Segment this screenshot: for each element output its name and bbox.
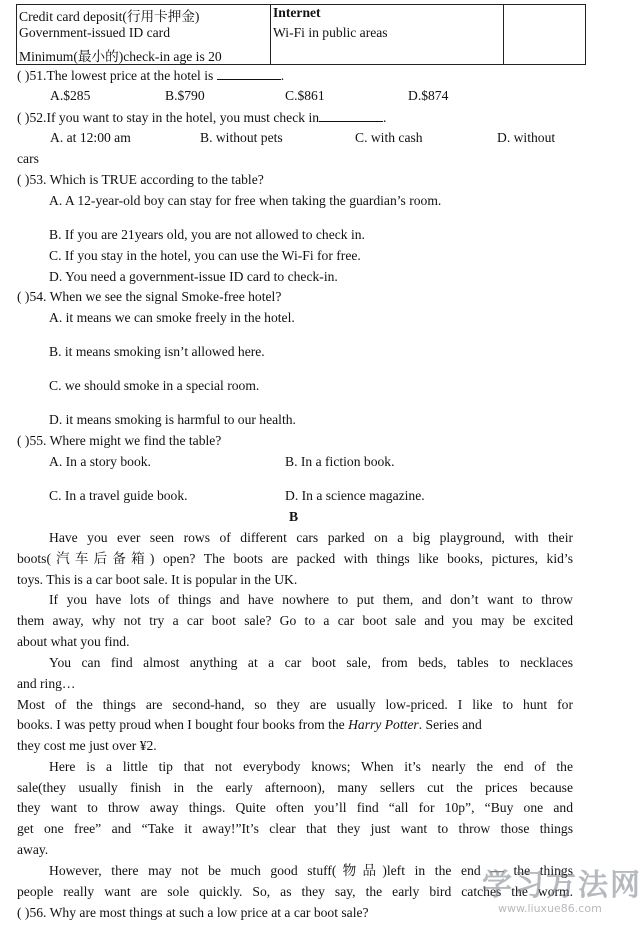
question-51 <box>17 67 284 84</box>
q51-option-c: C.$861 <box>285 88 325 103</box>
passage-line: about what you find. <box>17 634 130 649</box>
passage-line: them away, why not try a car boot sale? Go to a car boot sale and you may be excited <box>17 613 573 628</box>
q51-stem-end: . <box>280 68 285 83</box>
watermark-url: www.liuxue86.com <box>498 902 602 915</box>
q52-option-c: C. with cash <box>355 130 423 145</box>
table-right-cell <box>504 5 585 64</box>
question-55: ( )55. Where might we find the table? <box>17 433 222 448</box>
passage-line: You can find almost anything at a car boot sale, from beds, tables to necklaces <box>49 655 573 670</box>
q52-option-a: A. at 12:00 am <box>50 130 131 145</box>
passage-line: and ring… <box>17 676 76 691</box>
q55-option-b: B. In a fiction book. <box>285 454 395 469</box>
answer-blank <box>217 67 281 80</box>
q54-option-d: D. it means smoking is harmful to our health. <box>49 412 296 427</box>
watermark-brand: 学习方法网 <box>482 868 642 903</box>
answer-blank <box>319 109 383 122</box>
passage-line: they cost me just over ¥2. <box>17 738 157 753</box>
q55-option-a: A. In a story book. <box>49 454 151 469</box>
hotel-info-table <box>16 4 586 65</box>
section-b-heading: B <box>289 509 299 524</box>
passage-text: . Series and <box>418 717 482 732</box>
q52-stem-end: . <box>383 110 387 125</box>
q51-option-d: D.$874 <box>408 88 449 103</box>
q55-option-c: C. In a travel guide book. <box>49 488 188 503</box>
table-internet-title: Internet <box>273 5 321 20</box>
passage-line: boots(汽车后备箱) open? The boots are packed with things like books, pictures, kid’s <box>17 551 573 566</box>
passage-line: Have you ever seen rows of different cars parked on a big playground, with their <box>49 530 573 545</box>
table-line-age: Minimum(最小的)check-in age is 20 <box>19 49 222 64</box>
q55-option-d: D. In a science magazine. <box>285 488 425 503</box>
question-56: ( )56. Why are most things at such a low price at a car boot sale? <box>17 905 369 920</box>
passage-line: get one free” and “Take it away!”It’s clear that they just want to throw those things <box>17 821 573 836</box>
passage-line: Most of the things are second-hand, so they are usually low-priced. I like to hunt for <box>17 697 573 712</box>
passage-line: people really want are sole quickly. So, as they say, the early bird catches the worm. <box>17 884 573 899</box>
passage-line: Here is a little tip that not everybody knows; When it’s nearly the end of the <box>49 759 573 774</box>
question-52 <box>17 109 386 126</box>
q54-option-c: C. we should smoke in a special room. <box>49 378 260 393</box>
q53-option-a: A. A 12-year-old boy can stay for free when taking the guardian’s room. <box>49 193 442 208</box>
q53-option-b: B. If you are 21years old, you are not allowed to check in. <box>49 227 365 242</box>
passage-line: toys. This is a car boot sale. It is popular in the UK. <box>17 572 298 587</box>
passage-line: away. <box>17 842 49 857</box>
question-54: ( )54. When we see the signal Smoke-free hotel? <box>17 289 282 304</box>
table-line-id: Government-issued ID card <box>19 25 170 40</box>
q53-option-d: D. You need a government-issue ID card to check-in. <box>49 269 338 284</box>
q52-option-b: B. without pets <box>200 130 283 145</box>
passage-line: sale(they usually finish in the early afternoon), many sellers cut the prices because <box>17 780 573 795</box>
q52-option-d: D. without <box>497 130 556 145</box>
table-internet-text: Wi-Fi in public areas <box>273 25 388 40</box>
question-53: ( )53. Which is TRUE according to the table? <box>17 172 264 187</box>
q52-stem: ( )52.If you want to stay in the hotel, you must check in <box>17 110 320 125</box>
q52-option-d-continued: cars <box>17 151 39 166</box>
passage-text: books. I was petty proud when I bought four books from the <box>17 717 349 732</box>
q54-option-a: A. it means we can smoke freely in the hotel. <box>49 310 295 325</box>
passage-line-with-title <box>17 717 482 733</box>
table-middle-cell <box>271 5 504 64</box>
passage-line: they want to throw away things. Quite often you’ll find “all for 10p”, “Buy one and <box>17 800 573 815</box>
passage-line: However, there may not be much good stuff(物品)left in the end — the things <box>49 863 573 878</box>
q54-option-b: B. it means smoking isn’t allowed here. <box>49 344 265 359</box>
watermark-logo <box>470 860 642 922</box>
table-left-cell <box>17 5 271 64</box>
q51-stem: ( )51.The lowest price at the hotel is <box>17 68 217 83</box>
q51-option-b: B.$790 <box>165 88 205 103</box>
q53-option-c: C. If you stay in the hotel, you can use the Wi-Fi for free. <box>49 248 361 263</box>
q51-option-a: A.$285 <box>50 88 91 103</box>
book-title: Harry Potter <box>348 717 419 732</box>
passage-line: If you have lots of things and have nowhere to put them, and don’t want to throw <box>49 592 573 607</box>
table-line-deposit: Credit card deposit(行用卡押金) <box>19 9 200 24</box>
